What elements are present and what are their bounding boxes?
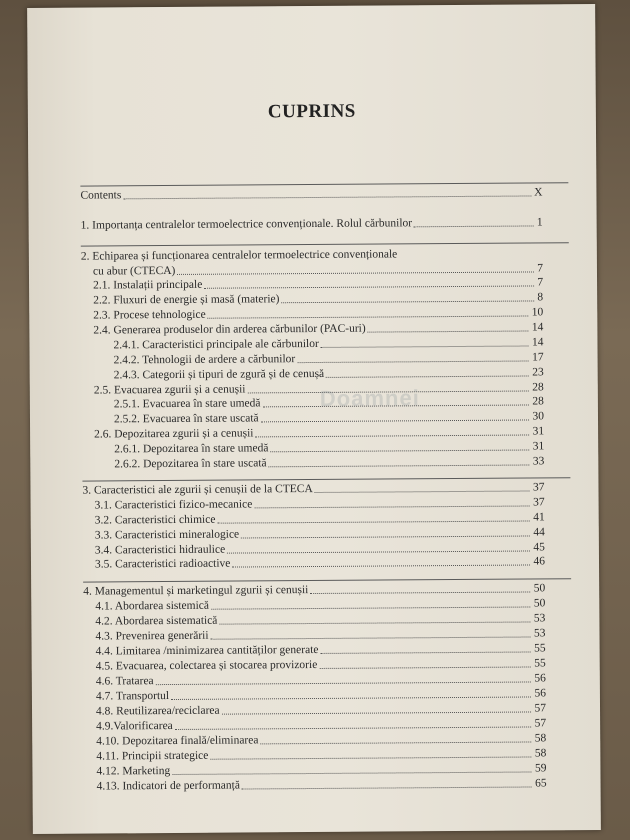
toc-entry-title: 2.3. Procese tehnologice [93,308,206,322]
toc-dot-leader [414,214,534,227]
toc-entry-title: 4.13. Indicatori de performanță [96,779,240,793]
toc-entry-page-number: X [534,186,543,199]
toc-entry-title: 3.3. Caracteristici mineralogice [94,528,240,542]
toc-dot-leader [310,580,530,594]
toc-entry [33,775,601,795]
toc-entry-title: 4.1. Abordarea sistemică [95,599,210,613]
toc-entry-page-number: 41 [533,511,545,524]
toc-dot-leader [260,730,531,744]
toc-entry-title: 2.5.1. Evacuarea în stare umedă [113,397,261,411]
toc-entry-title: 2.6.2. Depozitarea în stare uscată [114,457,267,471]
toc-dot-leader [232,553,530,567]
toc-dot-leader [222,700,531,714]
toc-entry-title: 2.5. Evacuarea zgurii și a cenușii [93,383,246,397]
toc-entry-page-number: 53 [533,612,546,625]
toc-entry-title: 2.6.1. Depozitarea în stare umedă [114,442,269,456]
toc-entry-title: 4.8. Reutilizarea/reciclarea [95,704,220,718]
toc-entry-page-number: 14 [531,336,544,349]
toc-entry-page-number: 56 [534,687,546,700]
toc-dot-leader [326,365,529,378]
toc-entry-page-number: 31 [532,440,545,453]
toc-dot-leader [207,305,528,319]
toc-entry-page-number: 8 [537,291,544,304]
toc-entry-page-number: 31 [532,425,545,438]
toc-entry-page-number: 50 [533,597,546,610]
toc-entry-title: cu abur (CTECA) [92,264,176,278]
toc-dot-leader [172,760,531,775]
toc-dot-leader [241,524,530,538]
toc-entry-title: 2.6. Depozitarea zgurii și a cenușii [94,427,254,441]
toc-entry-title: 4.10. Depozitarea finală/eliminarea [96,734,259,748]
toc-dot-leader [320,655,531,668]
toc-dot-leader [227,539,530,553]
toc-entry-title: 4.3. Prevenirea generării [95,629,209,643]
toc-entry [28,184,596,204]
toc-dot-leader [177,260,534,274]
toc-entry-title: Contents [80,189,122,202]
toc-entry-page-number: 28 [532,395,544,408]
toc-dot-leader [175,715,531,729]
toc-entry-page-number: 44 [533,526,545,539]
toc-entry-page-number: 28 [532,381,544,394]
toc-entry-page-number: 46 [533,555,546,568]
toc-entry-title: 4.7. Transportul [95,690,170,703]
toc-entry-page-number: 30 [532,410,545,423]
toc-entry-title: 4.12. Marketing [96,765,171,778]
toc-entry-page-number: 37 [533,496,545,509]
toc-dot-leader [123,184,531,199]
toc-entry [30,453,598,473]
toc-entry-page-number: 59 [534,762,547,775]
toc-entry-title: 3.1. Caracteristici fizico-mecanice [94,498,253,512]
toc-entry-page-number: 23 [532,366,544,379]
toc-entry-title: 2.2. Fluxuri de energie și masă (materie) [93,293,280,307]
toc-entry-title: 3.2. Caracteristici chimice [94,513,216,527]
toc-dot-leader [281,289,534,303]
toc-dot-leader [268,453,529,467]
toc-entry-page-number: 55 [534,642,546,655]
toc-entry-title: 4.2. Abordarea sistematică [95,614,218,628]
toc-entry-page-number: 45 [533,541,545,554]
toc-dot-leader [314,479,529,493]
toc-entry-page-number: 53 [533,627,546,640]
toc-entry-title: 4.4. Limitarea /minimizarea cantităților generate [95,643,319,658]
toc-dot-leader [218,509,530,523]
toc-dot-leader [219,610,530,624]
toc-entry-page-number: 58 [534,732,547,745]
toc-dot-leader [298,350,529,364]
toc-entry-title: 2.5.2. Evacuarea în stare uscată [113,412,259,426]
toc-entry-page-number: 37 [532,481,545,494]
toc-entry-title: 4.6. Tratarea [95,675,154,688]
toc-dot-leader [321,640,531,653]
toc-entry-title: 1. Importanța centralelor termoelectrice convenționale. Rolul cărbunilor [80,217,413,232]
toc-entry-page-number: 50 [533,582,546,595]
watermark: Doamnei [319,385,420,411]
toc-dot-leader [156,670,531,685]
toc-entry-title: 4. Managementul și marketingul zgurii și cenușii [83,584,309,598]
toc-entry-title: 4.11. Principii strategice [96,749,209,763]
toc-dot-leader [367,320,528,333]
toc-entry-page-number: 10 [531,306,544,319]
page-title: CUPRINS [267,100,356,123]
toc-entry-page-number: 7 [537,276,544,289]
toc-entry-page-number: 14 [531,321,544,334]
book-page [27,4,601,834]
toc-dot-leader [242,775,532,789]
toc-entry-page-number: 17 [532,351,544,364]
toc-entry-title: 3.5. Caracteristici radioactive [94,557,231,571]
toc-entry-title: 2. Echiparea și funcționarea centralelor termoelectrice convenționale [80,248,398,263]
toc-dot-leader [255,494,530,508]
toc-entry-title: 2.4.2. Tehnologii de ardere a cărbunilor [113,353,296,367]
toc-entry-page-number: 57 [534,702,547,715]
toc-entry-page-number: 1 [536,216,543,229]
toc-dot-leader [210,625,530,639]
toc-dot-leader [210,745,531,759]
toc-entry-title: 2.4. Generarea produselor din arderea cărbunilor (PAC-uri) [93,322,366,337]
toc-dot-leader [211,595,530,609]
toc-entry-page-number: 33 [532,455,545,468]
toc-entry-title: 3. Caracteristici ale zgurii și cenușii de la CTECA [82,483,313,497]
toc-entry-title: 3.4. Caracteristici hidraulice [94,543,226,557]
toc-entry-title: 4.5. Evacuarea, colectarea și stocarea provizorie [95,658,318,673]
toc-entry-page-number: 55 [534,657,546,670]
toc-dot-leader [320,335,528,348]
toc-entry [31,553,599,573]
toc-dot-leader [255,423,529,437]
toc-entry-page-number: 65 [535,777,547,790]
toc-dot-leader [204,274,534,288]
toc-entry-title: 2.4.1. Caracteristici principale ale cărbunilor [113,337,319,352]
toc-entry-page-number: 57 [534,717,547,730]
toc-entry-title: 4.9.Valorificarea [96,719,173,733]
toc-entry [29,214,597,234]
toc-entry-title: 2.4.3. Categorii și tipuri de zgură și de cenușă [113,367,325,382]
toc-entry-page-number: 56 [534,672,546,685]
toc-dot-leader [171,685,531,700]
toc-dot-leader [270,438,529,452]
toc-entry-page-number: 7 [537,262,543,275]
toc-entry-page-number: 58 [534,747,547,760]
toc-entry-title: 2.1. Instalații principale [93,278,203,292]
